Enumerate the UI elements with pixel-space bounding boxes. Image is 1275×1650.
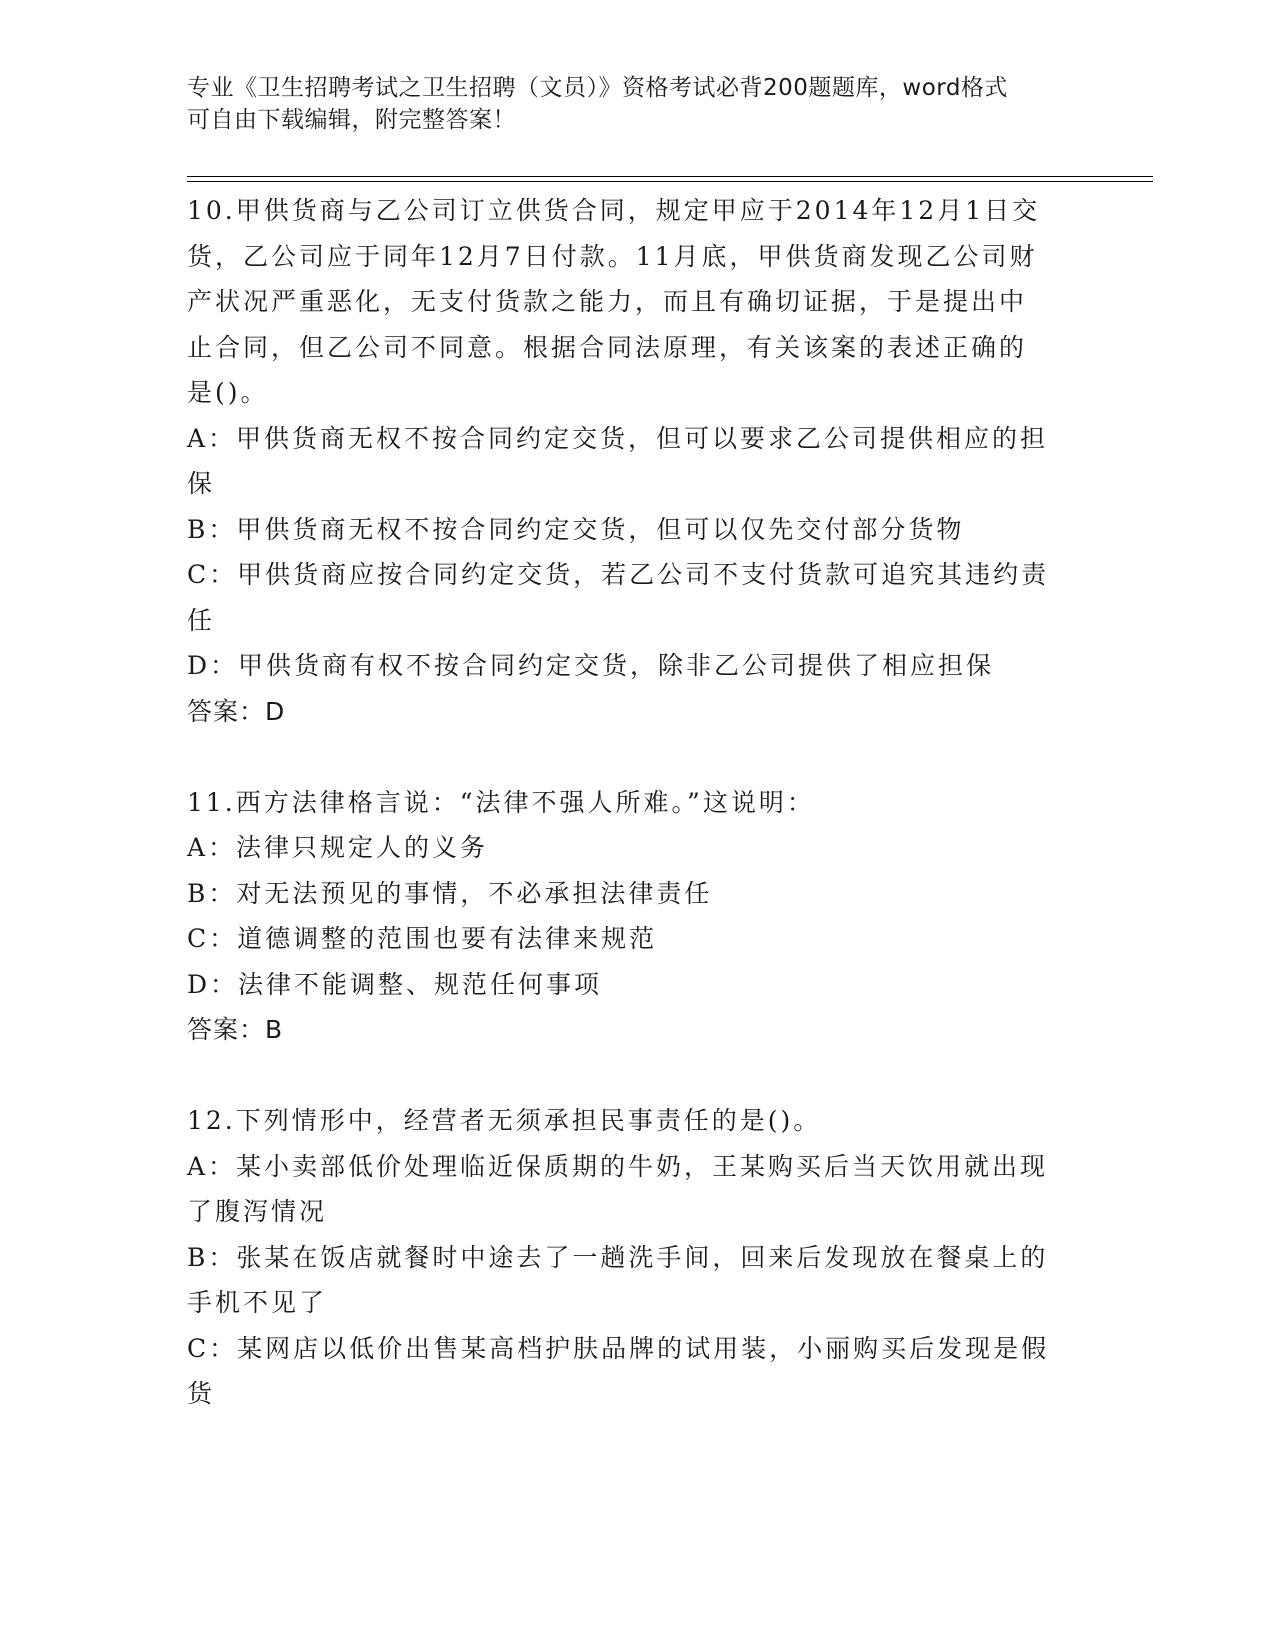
option-c-continued: 货 [187, 1379, 216, 1408]
answer-line: 答案：B [187, 1015, 284, 1044]
option-c: C：甲供货商应按合同约定交货，若乙公司不支付货款可追究其违约责 [187, 560, 1050, 589]
header-line-1: 专业《卫生招聘考试之卫生招聘（文员）》资格考试必背200题题库，word格式 [187, 75, 1008, 101]
question-spacer [187, 734, 1087, 780]
option-a: A：某小卖部低价处理临近保质期的牛奶，王某购买后当天饮用就出现 [187, 1151, 1049, 1181]
question-stem-line: 货，乙公司应于同年12月7日付款。11月底，甲供货商发现乙公司财 [187, 241, 1038, 271]
option-b: B：甲供货商无权不按合同约定交货，但可以仅先交付部分货物 [187, 514, 965, 544]
header-line-2: 可自由下载编辑，附完整答案！ [187, 107, 516, 133]
question-10 [187, 188, 1087, 734]
question-11 [187, 780, 1087, 1053]
option-a-continued: 了腹泻情况 [187, 1197, 328, 1226]
option-c: C：道德调整的范围也要有法律来规范 [187, 924, 658, 953]
option-c: C：某网店以低价出售某高档护肤品牌的试用装，小丽购买后发现是假 [187, 1333, 1050, 1363]
question-stem-line: 止合同，但乙公司不同意。根据合同法原理，有关该案的表述正确的 [187, 332, 1028, 362]
option-a: A：法律只规定人的义务 [187, 833, 489, 862]
header-double-rule [187, 176, 1153, 182]
answer-line: 答案：D [187, 696, 286, 726]
question-12 [187, 1098, 1087, 1417]
option-a: A：甲供货商无权不按合同约定交货，但可以要求乙公司提供相应的担 [187, 423, 1049, 453]
option-b: B：对无法预见的事情，不必承担法律责任 [187, 878, 713, 908]
option-a-continued: 保 [187, 469, 216, 498]
question-stem-line: 产状况严重恶化，无支付货款之能力，而且有确切证据，于是提出中 [187, 287, 1028, 316]
question-spacer [187, 1053, 1087, 1099]
option-d: D：法律不能调整、规范任何事项 [187, 969, 603, 999]
question-stem-line: 是()。 [187, 378, 269, 407]
option-b: B：张某在饭店就餐时中途去了一趟洗手间，回来后发现放在餐桌上的 [187, 1242, 1049, 1272]
question-stem-line: 12.下列情形中，经营者无须承担民事责任的是()。 [187, 1106, 822, 1135]
question-stem-line: 10.甲供货商与乙公司订立供货合同，规定甲应于2014年12月1日交 [187, 196, 1041, 225]
option-c-continued: 任 [187, 605, 216, 635]
option-b-continued: 手机不见了 [187, 1288, 328, 1317]
question-stem-line: 11.西方法律格言说：“法律不强人所难。”这说明： [187, 787, 815, 817]
option-d: D：甲供货商有权不按合同约定交货，除非乙公司提供了相应担保 [187, 651, 995, 680]
document-header [187, 72, 1087, 136]
question-list [187, 188, 1087, 1417]
